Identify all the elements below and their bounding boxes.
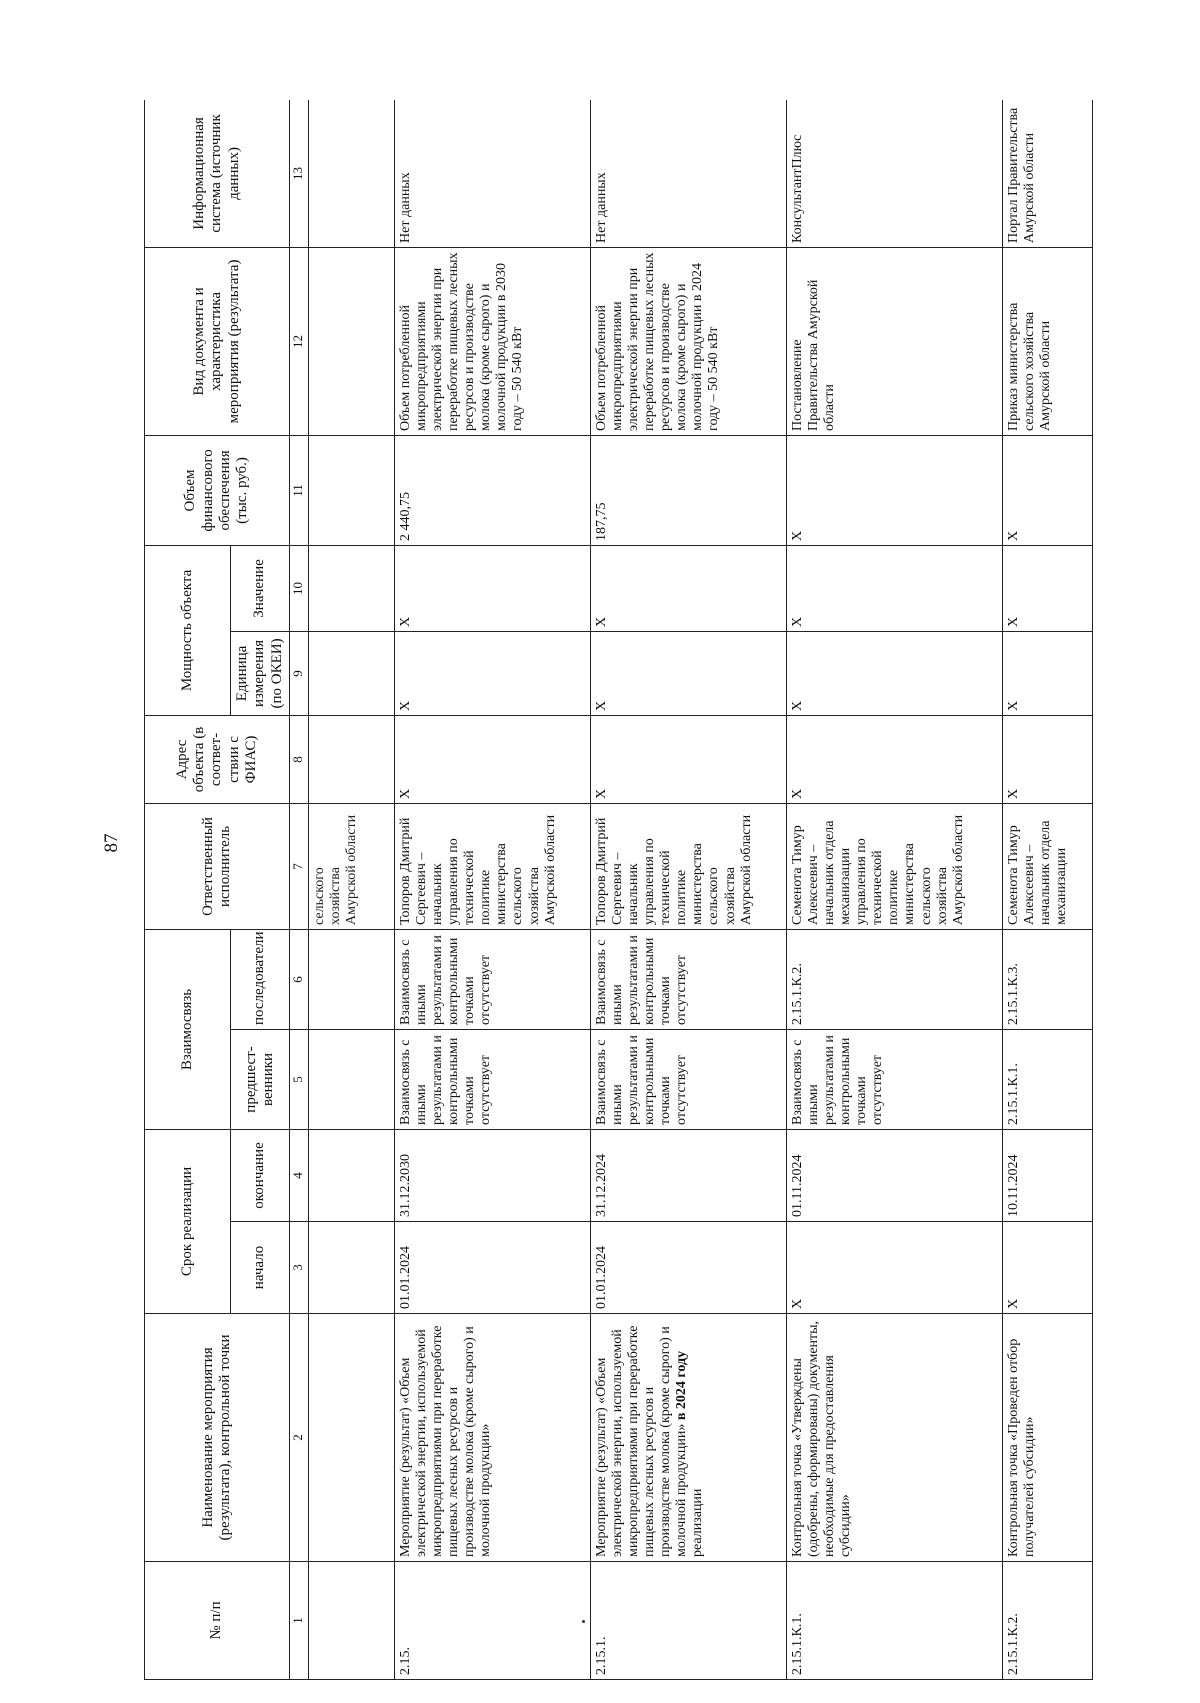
table-cell-start: X — [1002, 1222, 1092, 1314]
table-cell-end: 31.12.2024 — [590, 1129, 786, 1221]
table-rotated-wrapper — [144, 100, 1114, 1680]
table-cell-unit: X — [786, 631, 1002, 715]
name-tail: реализации — [690, 1488, 706, 1557]
column-number: 8 — [289, 715, 308, 803]
table-cell-name: Контрольная точка «Проведен отбор получателей субсидии» — [1002, 1314, 1092, 1562]
column-number: 9 — [289, 631, 308, 715]
plan-table — [144, 100, 1093, 1680]
name-text: Мероприятие (результат) «Объем электрической энергии, используемой микропредприятиями при переработке пищевых лесных ресурсов и производстве молока (кроме сырого) и молочной продукции» — [397, 1325, 494, 1557]
table-cell-infosys: КонсультантПлюс — [786, 100, 1002, 247]
page-number: 87 — [101, 833, 122, 853]
table-cell-predecessors: Взаимосвязь с иными результатами и контрольными точками отсутствует — [394, 1029, 590, 1129]
table-cell-value: X — [1002, 545, 1092, 631]
table-cell-predecessors: Взаимосвязь с иными результатами и контрольными точками отсутствует — [590, 1029, 786, 1129]
table-cell — [308, 1562, 394, 1680]
name-year-bold: в 2024 году — [674, 1350, 690, 1424]
table-cell-finance: X — [1002, 435, 1092, 545]
table-cell-finance: 2 440,75 — [394, 435, 590, 545]
table-cell-doc: Постановление Правительства Амурской области — [786, 247, 1002, 435]
table-row — [394, 100, 590, 1680]
column-number: 11 — [289, 435, 308, 545]
table-cell — [308, 715, 394, 803]
table-cell-address: X — [590, 715, 786, 803]
table-cell — [308, 545, 394, 631]
table-cell-unit: X — [590, 631, 786, 715]
header-address: Адрес объекта (в соответ-ствии с ФИАС) — [145, 715, 290, 803]
table-cell — [308, 631, 394, 715]
header-num: № п/п — [145, 1562, 290, 1680]
table-cell-address: X — [1002, 715, 1092, 803]
table-cell — [308, 435, 394, 545]
table-cell-unit: X — [394, 631, 590, 715]
table-cell-value: X — [590, 545, 786, 631]
table-cell — [308, 929, 394, 1029]
table-cell-responsible: Топоров Дмитрий Сергеевич – начальник управления по технической политике министерства сельского хозяйства Амурской области — [394, 803, 590, 929]
header-name: Наименование мероприятия (результата), контрольной точки — [145, 1314, 290, 1562]
table-cell-num: 2.15.1.К.1. — [786, 1562, 1002, 1680]
table-cell-start: 01.01.2024 — [394, 1222, 590, 1314]
table-cell-infosys: Нет данных — [590, 100, 786, 247]
table-cell-responsible: Топоров Дмитрий Сергеевич – начальник управления по технической политике министерства сельского хозяйства Амурской области — [590, 803, 786, 929]
table-cell-predecessors: Взаимосвязь с иными результатами и контрольными точками отсутствует — [786, 1029, 1002, 1129]
table-cell-name — [590, 1314, 786, 1562]
header-capacity: Мощность объекта — [145, 545, 231, 715]
table-cell-doc: Объем потребленной микропредприятиями электрической энергии при переработке пищевых лесных ресурсов и производстве молока (кроме сырого) и молочной продукции в 2024 году – 50 540 кВт — [590, 247, 786, 435]
header-infosys: Информационная система (источник данных) — [145, 100, 290, 247]
column-number: 6 — [289, 929, 308, 1029]
column-number: 5 — [289, 1029, 308, 1129]
table-row — [1002, 100, 1092, 1680]
column-number: 4 — [289, 1129, 308, 1221]
table-row-continuation — [308, 100, 394, 1680]
header-successors: последователи — [231, 929, 290, 1029]
table-cell-end: 10.11.2024 — [1002, 1129, 1092, 1221]
table-cell-num: 2.15.1.К.2. — [1002, 1562, 1092, 1680]
table-rotated-inner — [144, 100, 1114, 1680]
table-cell-successors: 2.15.1.К.2. — [786, 929, 1002, 1029]
table-cell-predecessors: 2.15.1.К.1. — [1002, 1029, 1092, 1129]
header-predecessors: предшест-венники — [231, 1029, 290, 1129]
table-cell-num: 2.15.1. — [590, 1562, 786, 1680]
column-number: 7 — [289, 803, 308, 929]
table-cell-infosys: Портал Правительства Амурской области — [1002, 100, 1092, 247]
table-cell-successors: Взаимосвязь с иными результатами и контрольными точками отсутствует — [590, 929, 786, 1029]
table-cell-value: X — [786, 545, 1002, 631]
name-text: Мероприятие (результат) «Объем электрической энергии, используемой микропредприятиями при переработке пищевых лесных ресурсов и производстве молока (кроме сырого) и молочной продукции» — [593, 1325, 690, 1557]
table-cell-name: Контрольная точка «Утверждены (одобрены, сформированы) документы, необходимые для предоставления субсидии» — [786, 1314, 1002, 1562]
column-number: 10 — [289, 545, 308, 631]
table-cell-infosys: Нет данных — [394, 100, 590, 247]
table-cell — [308, 247, 394, 435]
table-cell-address: X — [786, 715, 1002, 803]
table-cell-value: X — [394, 545, 590, 631]
table-cell — [308, 100, 394, 247]
table-cell — [308, 1129, 394, 1221]
table-cell-successors: Взаимосвязь с иными результатами и контрольными точками отсутствует — [394, 929, 590, 1029]
header-doc: Вид документа и характеристика мероприятия (результата) — [145, 247, 290, 435]
table-cell-start: X — [786, 1222, 1002, 1314]
header-link: Взаимосвязь — [145, 929, 231, 1129]
table-cell-responsible: Семенота Тимур Алексеевич – начальник отдела механизации управления по технической политике министерства сельского хозяйства Амурской области — [786, 803, 1002, 929]
column-number: 2 — [289, 1314, 308, 1562]
table-cell-finance: X — [786, 435, 1002, 545]
table-cell-end: 31.12.2030 — [394, 1129, 590, 1221]
table-cell-doc: Приказ министерства сельского хозяйства Амурской области — [1002, 247, 1092, 435]
header-start: начало — [231, 1222, 290, 1314]
table-cell-finance: 187,75 — [590, 435, 786, 545]
table-cell-responsible: Семенота Тимур Алексеевич – начальник отдела механизации — [1002, 803, 1092, 929]
table-cell-num: 2.15. — [394, 1562, 590, 1680]
header-finance: Объем финансового обеспечения (тыс. руб.) — [145, 435, 290, 545]
table-cell — [308, 1314, 394, 1562]
table-row — [590, 100, 786, 1680]
table-cell-doc: Объем потребленной микропредприятиями электрической энергии при переработке пищевых лесных ресурсов и производстве молока (кроме сырого) и молочной продукции в 2030 году – 50 540 кВт — [394, 247, 590, 435]
table-cell — [308, 1222, 394, 1314]
column-number: 3 — [289, 1222, 308, 1314]
header-period: Срок реализации — [145, 1129, 231, 1313]
table-cell-address: X — [394, 715, 590, 803]
header-end: окончание — [231, 1129, 290, 1221]
table-row — [786, 100, 1002, 1680]
header-value: Значение — [231, 545, 290, 631]
table-cell-name — [394, 1314, 590, 1562]
header-unit: Единица измерения (по ОКЕИ) — [231, 631, 290, 715]
table-cell-end: 01.11.2024 — [786, 1129, 1002, 1221]
column-number: 13 — [289, 100, 308, 247]
table-cell-responsible: сельского хозяйства Амурской области — [308, 803, 394, 929]
column-number: 1 — [289, 1562, 308, 1680]
table-cell-unit: X — [1002, 631, 1092, 715]
header-responsible: Ответственный исполнитель — [145, 803, 290, 929]
table-cell-start: 01.01.2024 — [590, 1222, 786, 1314]
table-cell — [308, 1029, 394, 1129]
column-number: 12 — [289, 247, 308, 435]
table-cell-successors: 2.15.1.К.3. — [1002, 929, 1092, 1029]
